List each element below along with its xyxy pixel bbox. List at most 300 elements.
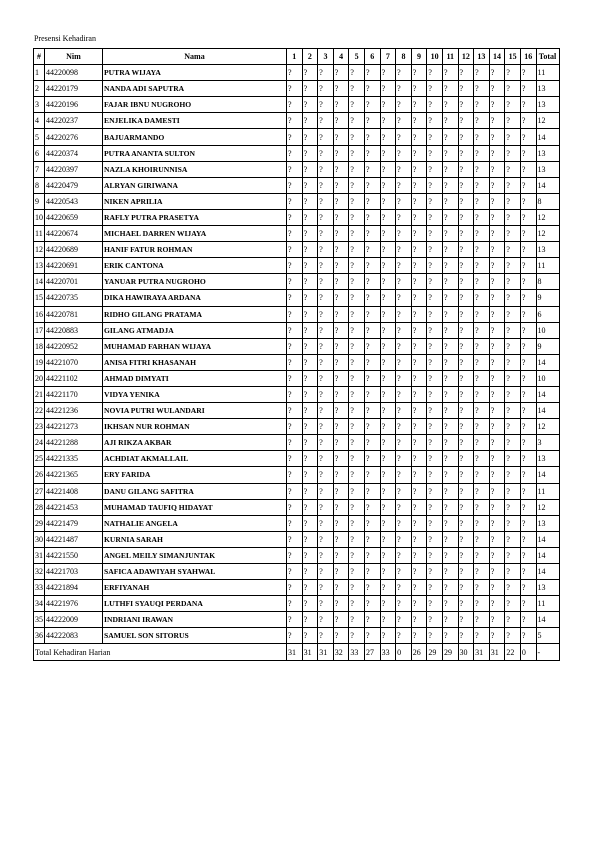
attendance-mark: ? <box>520 499 536 515</box>
student-name: NAZLA KHOIRUNNISA <box>103 161 287 177</box>
attendance-mark: ? <box>333 129 349 145</box>
attendance-mark: ? <box>380 612 396 628</box>
attendance-mark: ? <box>442 354 458 370</box>
student-name: MUHAMAD TAUFIQ HIDAYAT <box>103 499 287 515</box>
attendance-mark: ? <box>302 612 318 628</box>
attendance-mark: ? <box>458 177 474 193</box>
attendance-mark: ? <box>458 81 474 97</box>
attendance-mark: ? <box>411 226 427 242</box>
attendance-mark: ? <box>442 370 458 386</box>
attendance-mark: ? <box>349 161 365 177</box>
day-total: 0 <box>520 644 536 660</box>
attendance-mark: ? <box>318 258 334 274</box>
student-total: 14 <box>536 564 559 580</box>
attendance-mark: ? <box>427 596 443 612</box>
attendance-mark: ? <box>333 596 349 612</box>
attendance-mark: ? <box>302 81 318 97</box>
student-total: 13 <box>536 161 559 177</box>
student-total: 14 <box>536 177 559 193</box>
table-row <box>34 226 560 242</box>
attendance-mark: ? <box>396 274 412 290</box>
attendance-mark: ? <box>396 612 412 628</box>
attendance-mark: ? <box>333 467 349 483</box>
attendance-mark: ? <box>442 97 458 113</box>
attendance-mark: ? <box>318 547 334 563</box>
daily-total-label: Total Kehadiran Harian <box>34 644 287 660</box>
table-row <box>34 177 560 193</box>
attendance-mark: ? <box>380 161 396 177</box>
attendance-mark: ? <box>474 386 490 402</box>
attendance-mark: ? <box>458 258 474 274</box>
attendance-mark: ? <box>349 370 365 386</box>
attendance-mark: ? <box>411 161 427 177</box>
attendance-mark: ? <box>458 306 474 322</box>
student-name: YANUAR PUTRA NUGROHO <box>103 274 287 290</box>
attendance-mark: ? <box>333 338 349 354</box>
attendance-mark: ? <box>458 290 474 306</box>
attendance-mark: ? <box>489 290 505 306</box>
attendance-mark: ? <box>505 596 521 612</box>
attendance-mark: ? <box>333 483 349 499</box>
daily-total-row <box>34 644 560 660</box>
attendance-mark: ? <box>474 322 490 338</box>
header-day-16: 16 <box>520 49 536 65</box>
attendance-mark: ? <box>474 161 490 177</box>
attendance-mark: ? <box>489 274 505 290</box>
attendance-mark: ? <box>520 403 536 419</box>
attendance-mark: ? <box>458 113 474 129</box>
student-nim: 44220735 <box>45 290 103 306</box>
attendance-mark: ? <box>364 226 380 242</box>
student-total: 6 <box>536 306 559 322</box>
attendance-mark: ? <box>474 419 490 435</box>
attendance-mark: ? <box>287 564 303 580</box>
attendance-mark: ? <box>349 65 365 81</box>
attendance-mark: ? <box>458 612 474 628</box>
attendance-mark: ? <box>489 306 505 322</box>
attendance-mark: ? <box>489 209 505 225</box>
attendance-mark: ? <box>349 129 365 145</box>
attendance-mark: ? <box>287 97 303 113</box>
attendance-mark: ? <box>458 467 474 483</box>
attendance-mark: ? <box>302 65 318 81</box>
row-number: 12 <box>34 242 45 258</box>
attendance-mark: ? <box>411 451 427 467</box>
table-row <box>34 113 560 129</box>
attendance-mark: ? <box>411 564 427 580</box>
attendance-mark: ? <box>411 419 427 435</box>
attendance-mark: ? <box>302 370 318 386</box>
day-total: 33 <box>349 644 365 660</box>
attendance-mark: ? <box>411 596 427 612</box>
row-number: 27 <box>34 483 45 499</box>
attendance-mark: ? <box>333 515 349 531</box>
attendance-mark: ? <box>489 338 505 354</box>
student-nim: 44220179 <box>45 81 103 97</box>
attendance-mark: ? <box>333 354 349 370</box>
attendance-mark: ? <box>380 65 396 81</box>
attendance-mark: ? <box>442 129 458 145</box>
attendance-mark: ? <box>396 338 412 354</box>
attendance-mark: ? <box>411 467 427 483</box>
attendance-mark: ? <box>505 274 521 290</box>
attendance-mark: ? <box>520 531 536 547</box>
attendance-mark: ? <box>489 531 505 547</box>
table-row <box>34 65 560 81</box>
attendance-mark: ? <box>333 322 349 338</box>
attendance-mark: ? <box>333 113 349 129</box>
student-total: 14 <box>536 403 559 419</box>
attendance-mark: ? <box>442 113 458 129</box>
attendance-mark: ? <box>318 467 334 483</box>
attendance-mark: ? <box>396 386 412 402</box>
attendance-mark: ? <box>364 242 380 258</box>
attendance-mark: ? <box>427 226 443 242</box>
attendance-mark: ? <box>287 531 303 547</box>
table-row <box>34 129 560 145</box>
attendance-mark: ? <box>458 242 474 258</box>
attendance-mark: ? <box>364 596 380 612</box>
header-day-2: 2 <box>302 49 318 65</box>
table-row <box>34 354 560 370</box>
header-nama: Nama <box>103 49 287 65</box>
attendance-mark: ? <box>364 322 380 338</box>
attendance-mark: ? <box>349 258 365 274</box>
attendance-mark: ? <box>396 580 412 596</box>
student-name: AJI RIKZA AKBAR <box>103 435 287 451</box>
attendance-mark: ? <box>318 580 334 596</box>
attendance-mark: ? <box>318 209 334 225</box>
attendance-mark: ? <box>505 97 521 113</box>
attendance-mark: ? <box>364 451 380 467</box>
attendance-mark: ? <box>349 564 365 580</box>
attendance-mark: ? <box>474 258 490 274</box>
attendance-mark: ? <box>411 580 427 596</box>
attendance-mark: ? <box>318 274 334 290</box>
table-row <box>34 209 560 225</box>
attendance-mark: ? <box>364 467 380 483</box>
attendance-mark: ? <box>411 209 427 225</box>
attendance-mark: ? <box>520 580 536 596</box>
attendance-mark: ? <box>318 145 334 161</box>
attendance-mark: ? <box>380 596 396 612</box>
attendance-mark: ? <box>427 258 443 274</box>
attendance-mark: ? <box>302 97 318 113</box>
attendance-mark: ? <box>396 596 412 612</box>
attendance-mark: ? <box>474 403 490 419</box>
attendance-mark: ? <box>442 81 458 97</box>
day-total: 31 <box>287 644 303 660</box>
student-total: 13 <box>536 580 559 596</box>
attendance-mark: ? <box>349 515 365 531</box>
attendance-mark: ? <box>333 386 349 402</box>
attendance-mark: ? <box>287 65 303 81</box>
student-nim: 44220701 <box>45 274 103 290</box>
attendance-mark: ? <box>427 386 443 402</box>
attendance-mark: ? <box>380 322 396 338</box>
attendance-mark: ? <box>474 290 490 306</box>
student-nim: 44221408 <box>45 483 103 499</box>
row-number: 33 <box>34 580 45 596</box>
attendance-mark: ? <box>427 209 443 225</box>
attendance-mark: ? <box>427 145 443 161</box>
table-header-row <box>34 49 560 65</box>
attendance-mark: ? <box>287 370 303 386</box>
student-name: INDRIANI IRAWAN <box>103 612 287 628</box>
attendance-mark: ? <box>489 81 505 97</box>
attendance-mark: ? <box>458 209 474 225</box>
attendance-mark: ? <box>349 97 365 113</box>
attendance-mark: ? <box>287 113 303 129</box>
attendance-mark: ? <box>442 209 458 225</box>
attendance-mark: ? <box>349 290 365 306</box>
student-nim: 44221288 <box>45 435 103 451</box>
table-row <box>34 338 560 354</box>
attendance-mark: ? <box>287 338 303 354</box>
attendance-mark: ? <box>302 354 318 370</box>
attendance-mark: ? <box>505 612 521 628</box>
student-nim: 44220883 <box>45 322 103 338</box>
row-number: 10 <box>34 209 45 225</box>
attendance-mark: ? <box>489 467 505 483</box>
attendance-mark: ? <box>302 515 318 531</box>
attendance-mark: ? <box>520 467 536 483</box>
attendance-mark: ? <box>489 226 505 242</box>
attendance-mark: ? <box>396 258 412 274</box>
attendance-mark: ? <box>474 564 490 580</box>
header-day-9: 9 <box>411 49 427 65</box>
attendance-mark: ? <box>427 290 443 306</box>
row-number: 8 <box>34 177 45 193</box>
row-number: 18 <box>34 338 45 354</box>
attendance-mark: ? <box>505 193 521 209</box>
attendance-mark: ? <box>520 419 536 435</box>
attendance-mark: ? <box>442 290 458 306</box>
row-number: 6 <box>34 145 45 161</box>
attendance-mark: ? <box>302 113 318 129</box>
table-row <box>34 580 560 596</box>
row-number: 11 <box>34 226 45 242</box>
row-number: 15 <box>34 290 45 306</box>
attendance-mark: ? <box>427 274 443 290</box>
attendance-mark: ? <box>318 322 334 338</box>
attendance-mark: ? <box>520 258 536 274</box>
attendance-mark: ? <box>442 515 458 531</box>
attendance-mark: ? <box>505 564 521 580</box>
attendance-mark: ? <box>442 403 458 419</box>
attendance-mark: ? <box>474 596 490 612</box>
attendance-mark: ? <box>333 226 349 242</box>
attendance-mark: ? <box>505 515 521 531</box>
attendance-mark: ? <box>520 564 536 580</box>
attendance-mark: ? <box>505 306 521 322</box>
attendance-mark: ? <box>411 242 427 258</box>
attendance-mark: ? <box>520 97 536 113</box>
attendance-mark: ? <box>380 354 396 370</box>
attendance-mark: ? <box>287 547 303 563</box>
attendance-mark: ? <box>427 451 443 467</box>
student-total: 13 <box>536 515 559 531</box>
attendance-mark: ? <box>349 451 365 467</box>
attendance-mark: ? <box>333 209 349 225</box>
attendance-mark: ? <box>380 564 396 580</box>
attendance-mark: ? <box>396 226 412 242</box>
attendance-mark: ? <box>333 274 349 290</box>
attendance-mark: ? <box>458 531 474 547</box>
attendance-mark: ? <box>364 499 380 515</box>
student-nim: 44221550 <box>45 547 103 563</box>
attendance-mark: ? <box>349 467 365 483</box>
attendance-mark: ? <box>520 338 536 354</box>
student-name: PUTRA WIJAYA <box>103 65 287 81</box>
attendance-mark: ? <box>442 612 458 628</box>
attendance-mark: ? <box>489 258 505 274</box>
attendance-mark: ? <box>318 242 334 258</box>
attendance-mark: ? <box>302 322 318 338</box>
attendance-mark: ? <box>318 81 334 97</box>
attendance-mark: ? <box>396 242 412 258</box>
attendance-mark: ? <box>364 515 380 531</box>
header-day-4: 4 <box>333 49 349 65</box>
attendance-mark: ? <box>333 451 349 467</box>
attendance-mark: ? <box>380 338 396 354</box>
attendance-mark: ? <box>458 386 474 402</box>
row-number: 13 <box>34 258 45 274</box>
day-total: 31 <box>474 644 490 660</box>
attendance-mark: ? <box>349 338 365 354</box>
attendance-mark: ? <box>287 81 303 97</box>
row-number: 34 <box>34 596 45 612</box>
attendance-mark: ? <box>302 209 318 225</box>
attendance-mark: ? <box>349 226 365 242</box>
table-row <box>34 242 560 258</box>
header-day-12: 12 <box>458 49 474 65</box>
attendance-mark: ? <box>349 209 365 225</box>
attendance-mark: ? <box>427 129 443 145</box>
attendance-mark: ? <box>489 177 505 193</box>
attendance-mark: ? <box>505 145 521 161</box>
attendance-mark: ? <box>349 354 365 370</box>
attendance-mark: ? <box>411 306 427 322</box>
attendance-mark: ? <box>333 370 349 386</box>
attendance-mark: ? <box>474 499 490 515</box>
student-nim: 44221170 <box>45 386 103 402</box>
day-total: 29 <box>427 644 443 660</box>
row-number: 24 <box>34 435 45 451</box>
attendance-mark: ? <box>318 483 334 499</box>
attendance-mark: ? <box>520 435 536 451</box>
attendance-mark: ? <box>411 129 427 145</box>
attendance-mark: ? <box>489 97 505 113</box>
table-row <box>34 306 560 322</box>
attendance-mark: ? <box>349 580 365 596</box>
attendance-mark: ? <box>458 193 474 209</box>
attendance-mark: ? <box>520 81 536 97</box>
attendance-mark: ? <box>505 403 521 419</box>
attendance-mark: ? <box>302 338 318 354</box>
attendance-mark: ? <box>364 258 380 274</box>
attendance-mark: ? <box>349 499 365 515</box>
attendance-mark: ? <box>364 338 380 354</box>
row-number: 1 <box>34 65 45 81</box>
attendance-mark: ? <box>364 145 380 161</box>
attendance-mark: ? <box>489 451 505 467</box>
attendance-mark: ? <box>458 499 474 515</box>
attendance-mark: ? <box>287 242 303 258</box>
attendance-mark: ? <box>349 403 365 419</box>
attendance-mark: ? <box>442 628 458 644</box>
attendance-mark: ? <box>505 370 521 386</box>
attendance-mark: ? <box>333 242 349 258</box>
attendance-mark: ? <box>474 515 490 531</box>
attendance-mark: ? <box>442 145 458 161</box>
attendance-mark: ? <box>287 290 303 306</box>
attendance-mark: ? <box>302 193 318 209</box>
student-name: ERFIYANAH <box>103 580 287 596</box>
student-nim: 44220543 <box>45 193 103 209</box>
attendance-mark: ? <box>427 483 443 499</box>
attendance-mark: ? <box>411 81 427 97</box>
attendance-mark: ? <box>520 290 536 306</box>
attendance-mark: ? <box>364 209 380 225</box>
day-total: 33 <box>380 644 396 660</box>
attendance-mark: ? <box>333 499 349 515</box>
attendance-mark: ? <box>427 467 443 483</box>
student-total: 9 <box>536 338 559 354</box>
row-number: 23 <box>34 419 45 435</box>
attendance-mark: ? <box>442 596 458 612</box>
attendance-mark: ? <box>427 177 443 193</box>
attendance-mark: ? <box>489 596 505 612</box>
attendance-mark: ? <box>318 515 334 531</box>
attendance-mark: ? <box>458 97 474 113</box>
attendance-mark: ? <box>427 113 443 129</box>
attendance-mark: ? <box>505 129 521 145</box>
attendance-mark: ? <box>364 290 380 306</box>
student-nim: 44220781 <box>45 306 103 322</box>
attendance-mark: ? <box>411 354 427 370</box>
attendance-mark: ? <box>505 242 521 258</box>
attendance-mark: ? <box>396 177 412 193</box>
attendance-mark: ? <box>333 97 349 113</box>
attendance-mark: ? <box>520 483 536 499</box>
attendance-mark: ? <box>333 419 349 435</box>
attendance-mark: ? <box>287 258 303 274</box>
attendance-mark: ? <box>520 129 536 145</box>
attendance-mark: ? <box>442 258 458 274</box>
attendance-mark: ? <box>427 97 443 113</box>
attendance-mark: ? <box>474 209 490 225</box>
student-name: NATHALIE ANGELA <box>103 515 287 531</box>
attendance-mark: ? <box>302 129 318 145</box>
attendance-mark: ? <box>396 531 412 547</box>
student-name: ALRYAN GIRIWANA <box>103 177 287 193</box>
attendance-mark: ? <box>333 306 349 322</box>
attendance-mark: ? <box>474 97 490 113</box>
attendance-mark: ? <box>333 612 349 628</box>
student-nim: 44220374 <box>45 145 103 161</box>
attendance-mark: ? <box>489 354 505 370</box>
attendance-mark: ? <box>333 193 349 209</box>
attendance-mark: ? <box>349 419 365 435</box>
attendance-mark: ? <box>427 403 443 419</box>
attendance-mark: ? <box>302 403 318 419</box>
student-name: MUHAMAD FARHAN WIJAYA <box>103 338 287 354</box>
student-name: ERY FARIDA <box>103 467 287 483</box>
header-day-1: 1 <box>287 49 303 65</box>
attendance-mark: ? <box>333 403 349 419</box>
attendance-mark: ? <box>458 145 474 161</box>
